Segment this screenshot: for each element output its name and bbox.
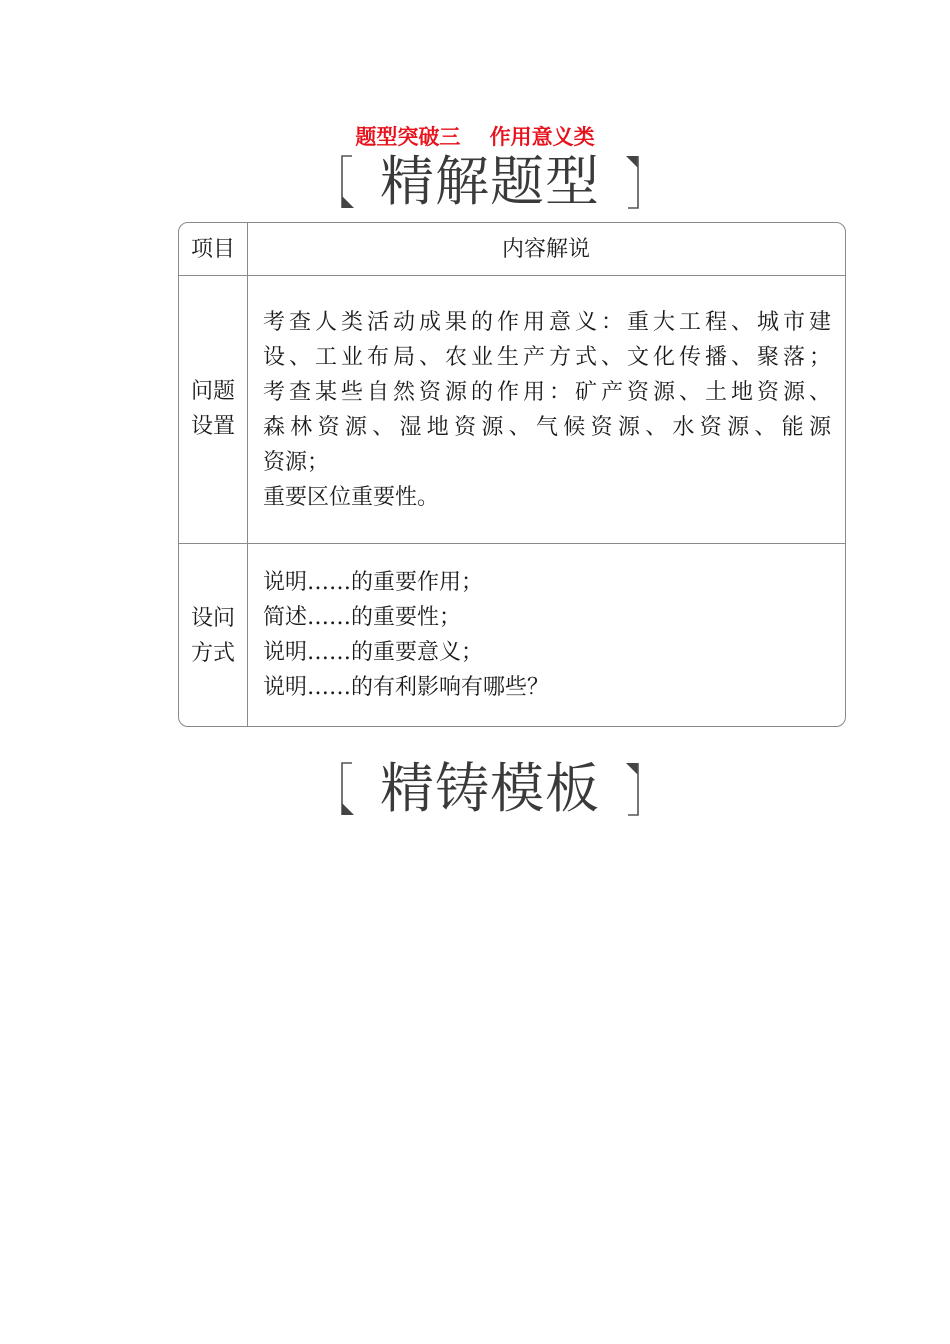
content-line: 说明……的重要作用；: [263, 570, 484, 595]
content-line: 森林资源、湿地资源、气候资源、水资源、能源: [263, 415, 831, 440]
content-line: 考查人类活动成果的作用意义：重大工程、城市建: [263, 310, 831, 335]
row-label-line: 问题: [190, 379, 235, 404]
content-table: [178, 222, 846, 727]
section-banner-analysis: [340, 150, 640, 214]
row-content-question-setting: [247, 305, 845, 515]
row-content-question-form: [247, 565, 845, 705]
row-divider: [179, 275, 845, 276]
row-label-line: 设置: [190, 414, 235, 439]
left-bracket-icon: [340, 154, 354, 210]
left-bracket-icon: [340, 761, 354, 817]
content-line: 重要区位重要性。: [263, 485, 440, 510]
content-line: 设、工业布局、农业生产方式、文化传播、聚落；: [263, 345, 831, 370]
row-label-question-form: [179, 543, 247, 727]
content-line: 考查某些自然资源的作用：矿产资源、土地资源、: [263, 380, 831, 405]
content-line: 简述……的重要性；: [263, 605, 462, 630]
content-line: 说明……的有利影响有哪些？: [263, 675, 550, 700]
row-label-question-setting: [179, 275, 247, 543]
row-label-line: 方式: [190, 640, 235, 666]
content-line: 说明……的重要意义；: [263, 640, 484, 665]
page-title: 题型突破三 作用意义类: [355, 125, 595, 149]
header-cell-content: 内容解说: [501, 236, 590, 262]
content-line: 资源；: [263, 450, 330, 475]
section-heading-template: 精铸模板: [380, 757, 600, 820]
section-heading-analysis: 精解题型: [380, 150, 600, 213]
right-bracket-icon: [626, 154, 640, 210]
header-cell-item: 项目: [190, 236, 235, 262]
right-bracket-icon: [626, 761, 640, 817]
section-banner-template: [340, 757, 640, 821]
row-divider: [179, 543, 845, 544]
row-label-line: 设问: [190, 605, 235, 631]
